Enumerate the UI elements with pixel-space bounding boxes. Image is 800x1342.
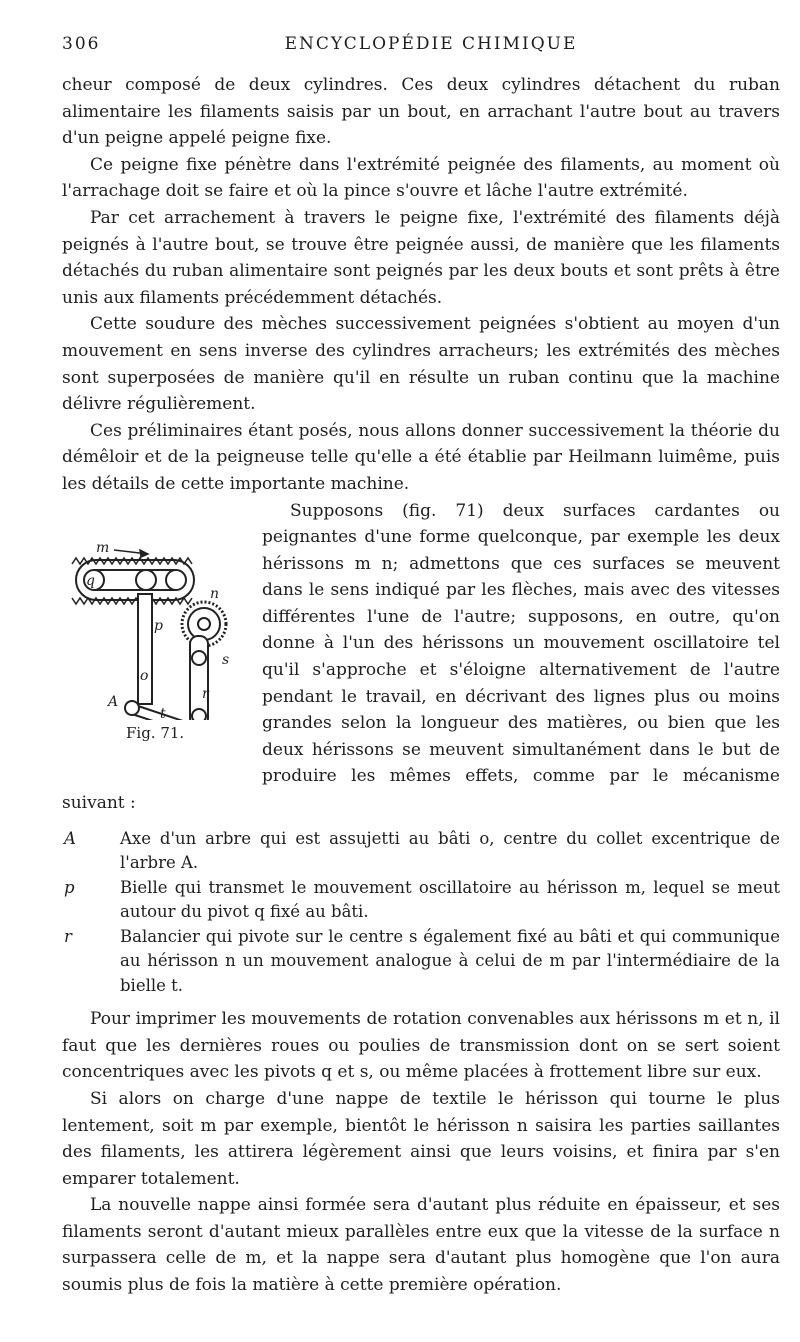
paragraph: La nouvelle nappe ainsi formée sera d'autant plus réduite en épaisseur, et ses filaments seront d'autant mieux parallèles entre eux que la vitesse de la surface n surpassera celle de m, et la nappe sera d'autant plus homogène que l'on aura soumis plus de fois la matière à cette première opération. [62,1195,780,1296]
svg-text:s: s [222,651,230,668]
running-header [62,34,760,64]
definition-text: Balancier qui pivote sur le centre s également fixé au bâti et qui communique au hérisson n un mouvement analogue à celui de m par l'intermédiaire de la bielle t. [120,926,780,995]
paragraph: Ce peigne fixe pénètre dans l'extrémité peignée des filaments, au moment où l'arrachage doit se faire et où la pince s'ouvre et lâche l'autre extrémité. [62,154,780,202]
bielle-p [138,594,152,704]
balancier-r [190,636,208,720]
paragraph: Ces préliminaires étant posés, nous allons donner successivement la théorie du démêloir et de la peigneuse telle qu'elle a été établie par Heilmann luimême, puis les détails de cette importante machine. [62,420,780,494]
svg-text:A: A [108,693,119,710]
mechanism-diagram [58,540,248,720]
paragraph: cheur composé de deux cylindres. Ces deux cylindres détachent du ruban alimentaire les filaments saisis par un bout, en arrachant l'autre bout au travers d'un peigne appelé peigne fixe. [62,75,780,149]
paragraph: Pour imprimer les mouvements de rotation convenables aux hérissons m et n, il faut que les dernières roues ou poulies de transmission dont on se sert soient concentriques avec les pivots q et s, ou même placées à frottement libre sur eux. [62,1009,780,1083]
svg-text:o: o [140,667,149,684]
figure-paragraph: Supposons (fig. 71) deux surfaces cardantes ou peignantes d'une forme quelconque, par exemple les deux hérissons m n; admettons que ces surfaces se meuvent dans le sens indiqué par les flèches, mais avec des vitesses différentes l'une de l'autre; supposons, en outre, qu'on donne à l'un des hérissons un mouvement oscillatoire tel qu'il s'approche et s'éloigne alternativement de l'autre pendant le travail, en décrivant des lignes plus ou moins grandes selon la longueur des matières, ou bien que les deux hérissons se meuvent simultanément dans le but de produire les mêmes effets, comme par le mécanisme suivant : [62,500,780,814]
page-number: 306 [62,34,101,54]
paragraph: Par cet arrachement à travers le peigne fixe, l'extrémité des filaments déjà peignés à l'autre bout, se trouve être peignée aussi, de manière que les filaments détachés du ruban alimentaire sont peignés par les deux bouts et sont prêts à être unis aux filaments précédemment détachés. [62,207,780,308]
figure-caption: Fig. 71. [126,723,185,742]
definition-key: p [64,877,75,897]
body-text [62,72,780,1299]
svg-text:t: t [160,705,166,720]
paragraph: Cette soudure des mèches successivement peignées s'obtient au moyen d'un mouvement en sens inverse des cylindres arracheurs; les extrémités des mèches sont superposées de manière qu'il en résulte un ruban continu que la machine délivre régulièrement. [62,314,780,415]
definition-item [62,925,780,999]
svg-text:p: p [154,617,163,634]
paragraph: Si alors on charge d'une nappe de textile le hérisson qui tourne le plus lentement, soit m par exemple, bientôt le hérisson n saisira les parties saillantes des filaments, les attirera légèrement ainsi que leurs voisins, et finira par s'en emparer totalement. [62,1088,780,1189]
svg-text:r: r [202,685,209,702]
arrow-m [114,550,148,557]
svg-text:q: q [86,572,95,589]
definition-item [62,827,780,876]
definition-text: Axe d'un arbre qui est assujetti au bâti o, centre du collet excentrique de l'arbre A. [120,828,780,873]
definition-list [62,827,780,999]
definition-key: A [64,828,76,848]
figure-71 [58,500,254,768]
svg-text:n: n [210,585,220,602]
svg-text:m: m [96,539,110,556]
running-title: ENCYCLOPÉDIE CHIMIQUE [284,34,578,54]
definition-text: Bielle qui transmet le mouvement oscillatoire au hérisson m, lequel se meut autour du pivot q fixé au bâti. [120,877,780,922]
definition-key: r [64,926,72,946]
definition-item [62,876,780,925]
